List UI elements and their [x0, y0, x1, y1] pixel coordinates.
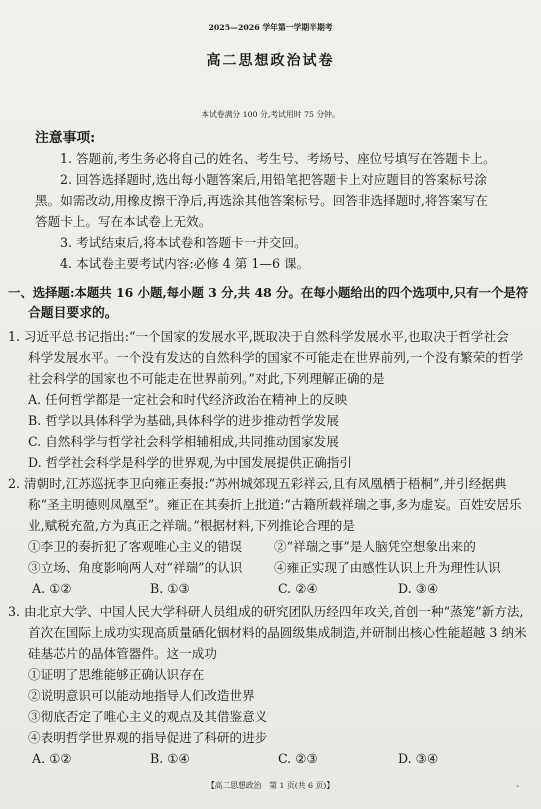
- page-title: 高二思想政治试卷: [206, 53, 335, 69]
- section-heading-line-2: 合题目要求的。: [28, 306, 118, 321]
- notice-line-6: 4. 本试卷主要考试内容:必修 4 第 1—6 课。: [60, 256, 310, 271]
- q1-stem-line-2: 科学发展水平。一个没有发达的自然科学的国家不可能走在世界前列,一个没有繁荣的哲学: [28, 350, 524, 365]
- q3-statement-1: ①证明了思维能够正确认识存在: [28, 667, 205, 682]
- notice-heading: 注意事项:: [35, 130, 96, 146]
- footer-dash: -: [516, 781, 520, 792]
- notice-line-4: 答题卡上。写在本试卷上无效。: [35, 214, 212, 229]
- q2-statement-1: ①李卫的奏折犯了客观唯心主义的错误: [28, 539, 243, 554]
- exam-term-line: 2025—2026 学年第一学期半期考: [208, 23, 333, 32]
- q2-statement-3: ③立场、角度影响两人对“祥瑞”的认识: [28, 560, 243, 575]
- q3-statement-2: ②说明意识可以能动地指导人们改造世界: [28, 688, 255, 703]
- exam-meta: 本试卷满分 100 分,考试用时 75 分钟。: [201, 110, 340, 119]
- q2-choice-b: B. ①③: [150, 581, 190, 596]
- q2-statement-2: ②“祥瑞之事”是人脑凭空想象出来的: [274, 539, 476, 554]
- q3-stem-line-3: 硅基芯片的晶体管器件。这一成功: [28, 646, 217, 661]
- q1-option-d: D. 哲学社会科学是科学的世界观,为中国发展提供正确指引: [28, 455, 352, 470]
- q2-choice-a: A. ①②: [32, 581, 72, 596]
- q3-stem-line-2: 首次在国际上成功实现高质量硒化铟材料的晶圆级集成制造,并研制出核心性能超越 3 纳米: [28, 625, 527, 640]
- section-heading-line-1: 一、选择题:本题共 16 小题,每小题 3 分,共 48 分。在每小题给出的四个选项中,只有一个是符: [8, 285, 529, 300]
- notice-line-5: 3. 考试结束后,将本试卷和答题卡一并交回。: [60, 235, 307, 250]
- q1-option-b: B. 哲学以具体科学为基础,具体科学的进步推动哲学发展: [28, 413, 339, 428]
- q3-statement-4: ④表明哲学世界观的指导促进了科研的进步: [28, 730, 268, 745]
- page-footer: 【高二思想政治 第 1 页(共 6 页)】: [206, 781, 335, 790]
- q1-stem-line-3: 社会科学的国家也不可能走在世界前列。”对此,下列理解正确的是: [28, 371, 385, 386]
- notice-line-1: 1. 答题前,考生务必将自己的姓名、考生号、考场号、座位号填写在答题卡上。: [60, 151, 496, 166]
- notice-line-3: 黑。如需改动,用橡皮擦干净后,再选涂其他答案标号。回答非选择题时,将答案写在: [35, 193, 488, 208]
- q3-choice-d: D. ③④: [398, 751, 439, 766]
- q2-choice-d: D. ③④: [398, 581, 439, 596]
- q2-stem-line-1: 2. 清朝时,江苏巡抚李卫向雍正奏报:“苏州城郊现五彩祥云,且有凤凰栖于梧桐”,并引经据典: [8, 476, 507, 491]
- q3-statement-3: ③彻底否定了唯心主义的观点及其借鉴意义: [28, 709, 268, 724]
- q2-stem-line-2: 称“圣主明德则凤凰至”。雍正在其奏折上批道:“古籍所载祥瑞之事,多为虚妄。百姓安居乐: [28, 497, 522, 512]
- q2-stem-line-3: 业,赋税充盈,方为真正之祥瑞。”根据材料,下列推论合理的是: [28, 518, 355, 533]
- q3-choice-b: B. ①④: [150, 751, 190, 766]
- q3-stem-line-1: 3. 由北京大学、中国人民大学科研人员组成的研究团队历经四年攻关,首创一种“蒸笼”新方法,: [8, 604, 524, 619]
- q2-choice-c: C. ②④: [278, 581, 318, 596]
- q2-statement-4: ④雍正实现了由感性认识上升为理性认识: [274, 560, 501, 575]
- notice-line-2: 2. 回答选择题时,选出每小题答案后,用铅笔把答题卡上对应题目的答案标号涂: [60, 172, 488, 187]
- q1-stem-line-1: 1. 习近平总书记指出:“一个国家的发展水平,既取决于自然科学发展水平,也取决于哲学社会: [8, 329, 509, 344]
- q1-option-a: A. 任何哲学都是一定社会和时代经济政治在精神上的反映: [28, 392, 348, 407]
- q3-choice-c: C. ②③: [278, 751, 318, 766]
- q3-choice-a: A. ①②: [32, 751, 72, 766]
- q1-option-c: C. 自然科学与哲学社会科学相辅相成,共同推动国家发展: [28, 434, 339, 449]
